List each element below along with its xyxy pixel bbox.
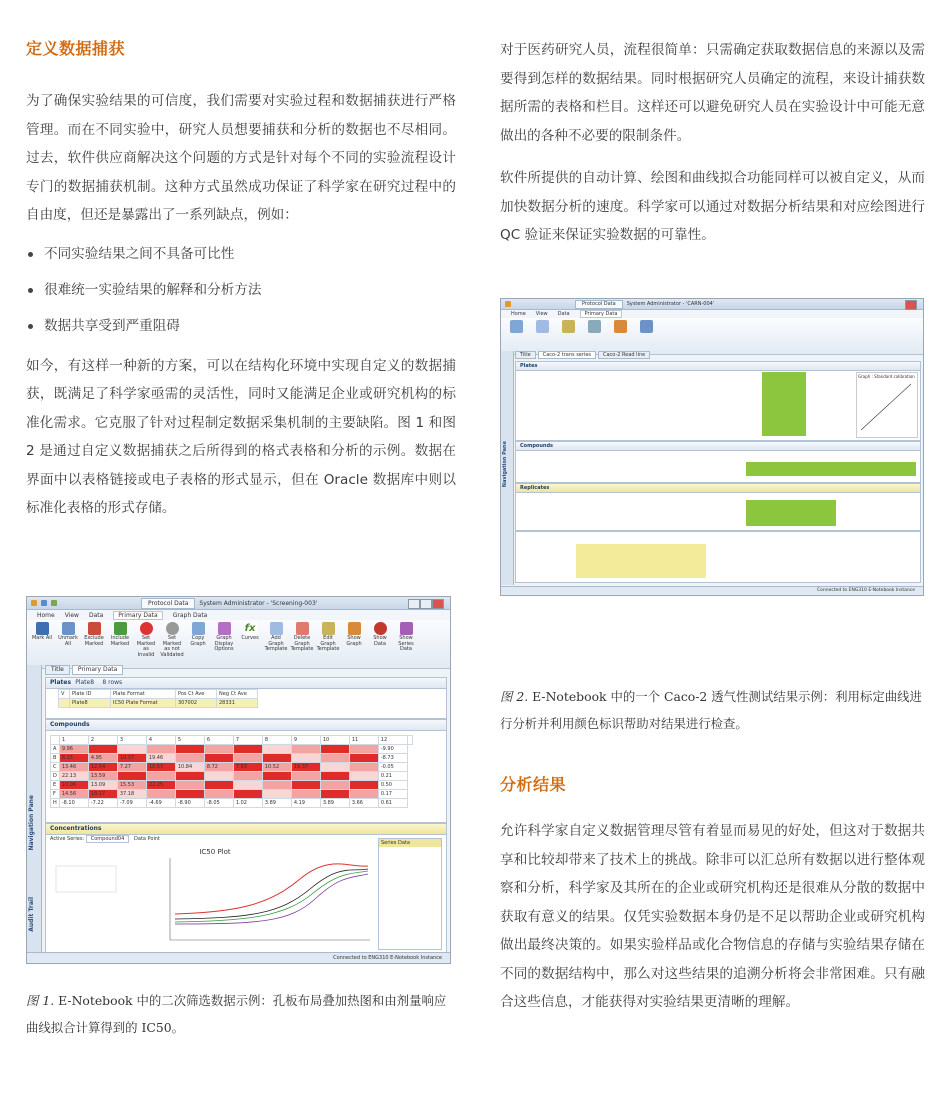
compounds-panel (45, 719, 447, 823)
heatmap-col-header: 1 (59, 736, 88, 745)
menu-bar (501, 310, 923, 318)
heatmap-cell (88, 745, 117, 754)
menu-primary-data[interactable]: Primary Data (113, 611, 162, 620)
table-row[interactable] (51, 772, 413, 781)
app-icon (505, 301, 511, 307)
heatmap-col-header: 8 (262, 736, 291, 745)
heatmap-cell: 10.52 (262, 763, 291, 772)
heatmap-cell: 10.37 (117, 754, 146, 763)
set-not-validated-button[interactable]: Set Marked as not Validated (161, 622, 183, 666)
heatmap-row-label: F (51, 790, 60, 799)
compounds-header: Compounds (516, 442, 920, 451)
table-row[interactable] (51, 754, 413, 763)
heatmap-col-header: 9 (291, 736, 320, 745)
ribbon (501, 318, 923, 355)
heatmap-cell: -0.05 (378, 763, 407, 772)
paragraph-analysis: 允许科学家自定义数据管理尽管有着显而易见的好处，但这对于数据共享和比较却带来了技术上的挑战。除非可以汇总所有数据以进行整体观察和分析，科学家及其所在的企业或研究机构还是很难从分散的数据中获取有意义的结果。仅凭实验数据本身仍是不足以帮助企业或研究机构做出最终决策的。如果实验样品或化合物信息的存储与实验结果存储在不同的数据结构中，那么对这些结果的追溯分析将会非常困难。只有融合这些信息，才能获得对实验结果更清晰的理解。 (500, 823, 925, 1010)
document-tabs (45, 665, 123, 675)
heatmap-cell: 37.18 (117, 790, 146, 799)
left-column (26, 36, 456, 523)
heatmap-cell (175, 745, 204, 754)
edit-template-icon (322, 622, 335, 635)
heatmap-cell (117, 772, 146, 781)
navigation-pane-label: Navigation Pane (28, 795, 35, 851)
heatmap-cell: 0.61 (378, 799, 407, 808)
ribbon-button[interactable] (583, 320, 605, 352)
heatmap-cell (262, 772, 291, 781)
ribbon-button[interactable] (505, 320, 527, 352)
invalid-icon (140, 622, 153, 635)
heatmap-cell: 4.19 (291, 799, 320, 808)
heatmap-cell: 15.53 (117, 781, 146, 790)
heatmap-table (50, 735, 413, 808)
figure-2-label: 图 2. (500, 689, 529, 704)
title-bar (501, 299, 923, 310)
heatmap-cell: 4.95 (88, 754, 117, 763)
paragraph-automation: 软件所提供的自动计算、绘图和曲线拟合功能同样可以被自定义，从而加快数据分析的速度。科学家可以通过对数据分析结果和对应绘图进行 QC 验证来保证实验数据的可靠性。 (500, 170, 925, 243)
table-row[interactable] (51, 790, 413, 799)
heatmap-cell (204, 772, 233, 781)
ribbon-button[interactable] (531, 320, 553, 352)
heatmap-row-label: D (51, 772, 60, 781)
heatmap-cell: 10.06 (59, 781, 88, 790)
heatmap-cell (320, 772, 349, 781)
data-point-label: Data Point (134, 836, 160, 842)
active-series-select[interactable]: Compound04 (86, 835, 130, 843)
heatmap-cell (320, 781, 349, 790)
figure-1-screenshot (26, 596, 451, 964)
bar-chart-icon (348, 622, 361, 635)
heatmap-row-label: B (51, 754, 60, 763)
heatmap-cell: 10.84 (175, 763, 204, 772)
tab-primary-data[interactable]: Primary Data (72, 665, 123, 675)
series-icon (400, 622, 413, 635)
heatmap-cell (291, 781, 320, 790)
compounds-panel (515, 441, 921, 483)
table-row[interactable]: Plate8 IC50 Plate Format 307002 28331 (59, 699, 258, 708)
heatmap-cell: 7.27 (117, 763, 146, 772)
heatmap-cell: -9.90 (378, 745, 407, 754)
heatmap-cell (233, 790, 262, 799)
heatmap-cell: 22.25 (146, 781, 175, 790)
add-graph-template-button[interactable]: Add Graph Template (265, 622, 287, 666)
heatmap-col-header: 12 (378, 736, 407, 745)
chart-options-icon (218, 622, 231, 635)
ic50-plot (50, 844, 380, 948)
heatmap-cell: -8.73 (378, 754, 407, 763)
heatmap-cell: 0.50 (378, 781, 407, 790)
replicates-panel (515, 483, 921, 531)
heatmap-cell: 13.46 (59, 763, 88, 772)
chart-icon (614, 320, 627, 333)
paste-icon (536, 320, 549, 333)
curves-button[interactable]: fx Curves (241, 623, 259, 641)
navigation-pane[interactable] (27, 665, 42, 953)
concentrations-header: Concentrations (46, 824, 446, 835)
plates-header: Plates (516, 362, 920, 371)
menu-view[interactable]: View (535, 311, 548, 317)
heatmap-cell: 13.09 (88, 781, 117, 790)
heatmap-cell (320, 790, 349, 799)
heatmap-col-header: 4 (146, 736, 175, 745)
heatmap-cell (146, 745, 175, 754)
heatmap-cell (146, 772, 175, 781)
heatmap-corner (51, 736, 60, 745)
heatmap-cell: 3.89 (262, 799, 291, 808)
fx-icon: fx (244, 623, 256, 634)
heatmap-cell (117, 745, 146, 754)
direction-panel (515, 531, 921, 583)
ribbon-button[interactable] (609, 320, 631, 352)
heatmap-cell (349, 763, 378, 772)
app-icon (31, 600, 37, 606)
heatmap-cell (204, 790, 233, 799)
heatmap-cell: 19.37 (291, 763, 320, 772)
status-bar: Connected to ENG310 E-Notebook Instance (27, 952, 450, 963)
heatmap-cell (349, 781, 378, 790)
heatmap-cell: 12.54 (88, 763, 117, 772)
drawback-list (26, 244, 456, 336)
series-data-header: Series Data (379, 839, 441, 847)
series-curve-green (175, 871, 368, 922)
heatmap-cell (175, 772, 204, 781)
heatmap-cell (204, 781, 233, 790)
concentrations-panel (45, 823, 447, 953)
audit-trail-label: Audit Trail (28, 897, 35, 932)
heatmap-row-label: H (51, 799, 60, 808)
heatmap-cell (262, 790, 291, 799)
document-tabs (515, 351, 650, 359)
heatmap-cell: 1.02 (233, 799, 262, 808)
heatmap-cell (175, 790, 204, 799)
heatmap-cell: 8.15 (59, 754, 88, 763)
show-series-data-button[interactable]: Show Series Data (395, 622, 417, 666)
show-graph-button[interactable]: Show Graph (343, 622, 365, 666)
series-curve-purple (175, 874, 368, 924)
paragraph-solution: 如今，有这样一种新的方案，可以在结构化环境中实现自定义的数据捕获，既满足了科学家亟需的灵活性，同时又能满足企业或研究机构的标准化需求。它克服了针对过程制定数据采集机制的主要缺陷。图 1 和图 2 是通过自定义数据捕获之后所得到的格式表格和分析的示例。数据在界面中以表格链接或电子表格的形式显示，但在 Oracle 数据库中则以标准化表格的形式存储。 (26, 357, 456, 516)
ribbon (27, 620, 450, 669)
heatmap-cell (291, 772, 320, 781)
maximize-icon[interactable] (420, 599, 432, 609)
heatmap-cell (204, 745, 233, 754)
navigation-pane[interactable] (501, 351, 514, 585)
list-item: 很难统一实验结果的解释和分析方法 (26, 280, 456, 300)
figure-1-caption: 图 1. E-Notebook 中的二次筛选数据示例：孔板布局叠加热图和由剂量响应曲线拟合计算得到的 IC50。 (26, 993, 447, 1035)
ribbon-button[interactable] (635, 320, 657, 352)
heatmap-col-header: 7 (233, 736, 262, 745)
heatmap-col-header: 10 (320, 736, 349, 745)
title-bar (27, 597, 450, 610)
table-row[interactable] (51, 745, 413, 754)
heatmap-cell: 10.57 (146, 763, 175, 772)
heatmap-cell: 13.59 (88, 772, 117, 781)
heatmap-cell: 14.56 (59, 790, 88, 799)
tab-title[interactable]: Title (45, 665, 70, 675)
yellow-highlight-cells (576, 544, 706, 578)
menu-home[interactable]: Home (511, 311, 526, 317)
plot-legend (56, 866, 116, 892)
heatmap-cell (291, 754, 320, 763)
menu-graph-data[interactable]: Graph Data (172, 611, 208, 619)
heatmap-cell (291, 790, 320, 799)
pie-chart-icon (374, 622, 387, 635)
figure-1-label: 图 1. (26, 993, 55, 1008)
tab-protocol-data[interactable]: Protocol Data (141, 598, 195, 609)
calibration-graph: Graph : Standard calibration (856, 372, 918, 438)
series-data-box (378, 838, 442, 950)
heatmap-cell (146, 790, 175, 799)
right-column-analysis (500, 772, 925, 1017)
copy-icon (510, 320, 523, 333)
heatmap-cell (262, 754, 291, 763)
plates-header: Plates Plate8 8 rows (46, 678, 446, 689)
unmark-all-button[interactable]: Unmark All (57, 622, 79, 666)
compounds-header: Compounds (46, 720, 446, 731)
exclude-icon (88, 622, 101, 635)
menu-bar (27, 610, 450, 620)
heatmap-cell: 0.21 (378, 772, 407, 781)
heatmap-cell (175, 781, 204, 790)
heatmap-cell (175, 754, 204, 763)
section-heading-define: 定义数据捕获 (26, 39, 126, 58)
include-marked-button[interactable]: Include Marked (109, 622, 131, 666)
delete-template-icon (296, 622, 309, 635)
close-icon[interactable] (432, 599, 444, 609)
heatmap-cell (349, 745, 378, 754)
replicates-header: Replicates (516, 484, 920, 493)
plates-table: V Plate ID Plate Format Pos Ct Ave Neg Ct Ave Plate8 IC50 Plate Format 307002 28331 (58, 689, 258, 708)
heatmap-cell (233, 772, 262, 781)
heatmap-cell: -8.05 (204, 799, 233, 808)
grid-icon (36, 622, 49, 635)
tab-caco2-read[interactable]: Caco-2 Read line (598, 351, 650, 359)
heatmap-cell: 18.17 (88, 790, 117, 799)
active-series-row: Active Series: Compound04 Data Point (50, 836, 160, 842)
calibration-line (857, 380, 915, 434)
close-icon[interactable] (905, 300, 917, 310)
delete-graph-template-button[interactable]: Delete Graph Template (291, 622, 313, 666)
include-icon (114, 622, 127, 635)
table-row[interactable] (51, 799, 413, 808)
heatmap-cell: 3.66 (349, 799, 378, 808)
heatmap-cell (262, 781, 291, 790)
undo-icon[interactable] (51, 600, 57, 606)
heatmap-cell: 19.46 (146, 754, 175, 763)
not-validated-icon (166, 622, 179, 635)
heatmap-cell: 22.13 (59, 772, 88, 781)
grid-icon (62, 622, 75, 635)
menu-data[interactable]: Data (88, 611, 104, 619)
heatmap-row-label: C (51, 763, 60, 772)
minimize-icon[interactable] (408, 599, 420, 609)
heatmap-cell (349, 754, 378, 763)
heatmap-cell: -8.90 (175, 799, 204, 808)
heatmap-cell (233, 754, 262, 763)
show-data-button[interactable]: Show Data (369, 622, 391, 666)
green-highlight-replicates (746, 500, 836, 526)
heatmap-col-header: 5 (175, 736, 204, 745)
tab-protocol-data[interactable]: Protocol Data (575, 300, 623, 309)
status-bar: Connected to ENG310 E-Notebook Instance (501, 586, 923, 595)
heatmap-row-label: E (51, 781, 60, 790)
menu-primary-data[interactable]: Primary Data (580, 310, 623, 318)
heatmap-cell (320, 763, 349, 772)
heatmap-cell: 9.96 (59, 745, 88, 754)
figure-2-caption: 图 2. E-Notebook 中的一个 Caco-2 透气性测试结果示例：利用标定曲线进行分析并利用颜色标识帮助对结果进行检查。 (500, 689, 922, 731)
add-template-icon (270, 622, 283, 635)
heatmap-col-header: 6 (204, 736, 233, 745)
heatmap-cell (291, 745, 320, 754)
graph-display-options-button[interactable]: Graph Display Options (213, 622, 235, 666)
heatmap-cell (349, 772, 378, 781)
heatmap-cell (320, 754, 349, 763)
copy-graph-button[interactable]: Copy Graph (187, 622, 209, 666)
ribbon-button[interactable] (557, 320, 579, 352)
section-heading-analysis: 分析结果 (500, 775, 567, 794)
heatmap-cell: -4.69 (146, 799, 175, 808)
heatmap-cell: 8.72 (204, 763, 233, 772)
table-icon (588, 320, 601, 333)
plates-panel (45, 677, 447, 719)
right-column-top (500, 36, 925, 250)
tab-title[interactable]: Title (515, 351, 536, 359)
heatmap-col-header: 3 (117, 736, 146, 745)
exclude-marked-button[interactable]: Exclude Marked (83, 622, 105, 666)
list-item: 数据共享受到严重阻碍 (26, 316, 456, 336)
edit-icon (562, 320, 575, 333)
heatmap-cell (262, 745, 291, 754)
paragraph-intro: 为了确保实验结果的可信度，我们需要对实验过程和数据捕获进行严格管理。而在不同实验中，研究人员想要捕获和分析的数据也不尽相同。过去，软件供应商解决这个问题的方式是针对每个不同的实验流程设计专门的数据捕获机制。这种方式虽然成功保证了科学家在研究过程中的自由度，但还是暴露出了一系列缺点，例如： (26, 93, 456, 223)
tab-caco2-trans[interactable]: Caco-2 trans series (538, 351, 596, 359)
heatmap-cell (233, 781, 262, 790)
heatmap-cell (233, 745, 262, 754)
set-invalid-button[interactable]: Set Marked as Invalid (135, 622, 157, 666)
edit-graph-template-button[interactable]: Edit Graph Template (317, 622, 339, 666)
window-title: System Administrator - 'Screening-003' (199, 599, 318, 607)
navigation-pane-label: Navigation Pane (502, 441, 508, 488)
mark-all-button[interactable]: Mark All (31, 622, 53, 666)
menu-home[interactable]: Home (37, 611, 55, 619)
heatmap-cell: 7.63 (233, 763, 262, 772)
table-row[interactable] (51, 781, 413, 790)
green-highlight-cells (746, 462, 916, 476)
heatmap-cell (204, 754, 233, 763)
copy-icon (192, 622, 205, 635)
heatmap-row-label: A (51, 745, 60, 754)
plot-title: IC50 Plot (199, 848, 231, 856)
plates-panel (515, 361, 921, 441)
heatmap-cell: -7.22 (88, 799, 117, 808)
paragraph-process: 对于医药研究人员，流程很简单：只需确定获取数据信息的来源以及需要得到怎样的数据结果。同时根据研究人员确定的流程，来设计捕获数据所需的表格和栏目。这样还可以避免研究人员在实验设计中可能无意做出的各种不必要的限制条件。 (500, 42, 925, 144)
list-item: 不同实验结果之间不具备可比性 (26, 244, 456, 264)
window-title: System Administrator - 'CARN-004' (626, 301, 715, 307)
green-highlight-column (762, 372, 806, 436)
heatmap-col-header (407, 736, 412, 745)
grid-icon (640, 320, 653, 333)
heatmap-col-header: 2 (88, 736, 117, 745)
table-row[interactable] (51, 763, 413, 772)
heatmap-cell: -7.09 (117, 799, 146, 808)
save-icon[interactable] (41, 600, 47, 606)
heatmap-cell: -8.10 (59, 799, 88, 808)
heatmap-cell (349, 790, 378, 799)
heatmap-cell: 0.17 (378, 790, 407, 799)
heatmap-col-header: 11 (349, 736, 378, 745)
figure-2-screenshot (500, 298, 924, 596)
heatmap-cell: 3.89 (320, 799, 349, 808)
heatmap-cell (320, 745, 349, 754)
menu-data[interactable]: Data (557, 311, 570, 317)
menu-view[interactable]: View (64, 611, 79, 619)
